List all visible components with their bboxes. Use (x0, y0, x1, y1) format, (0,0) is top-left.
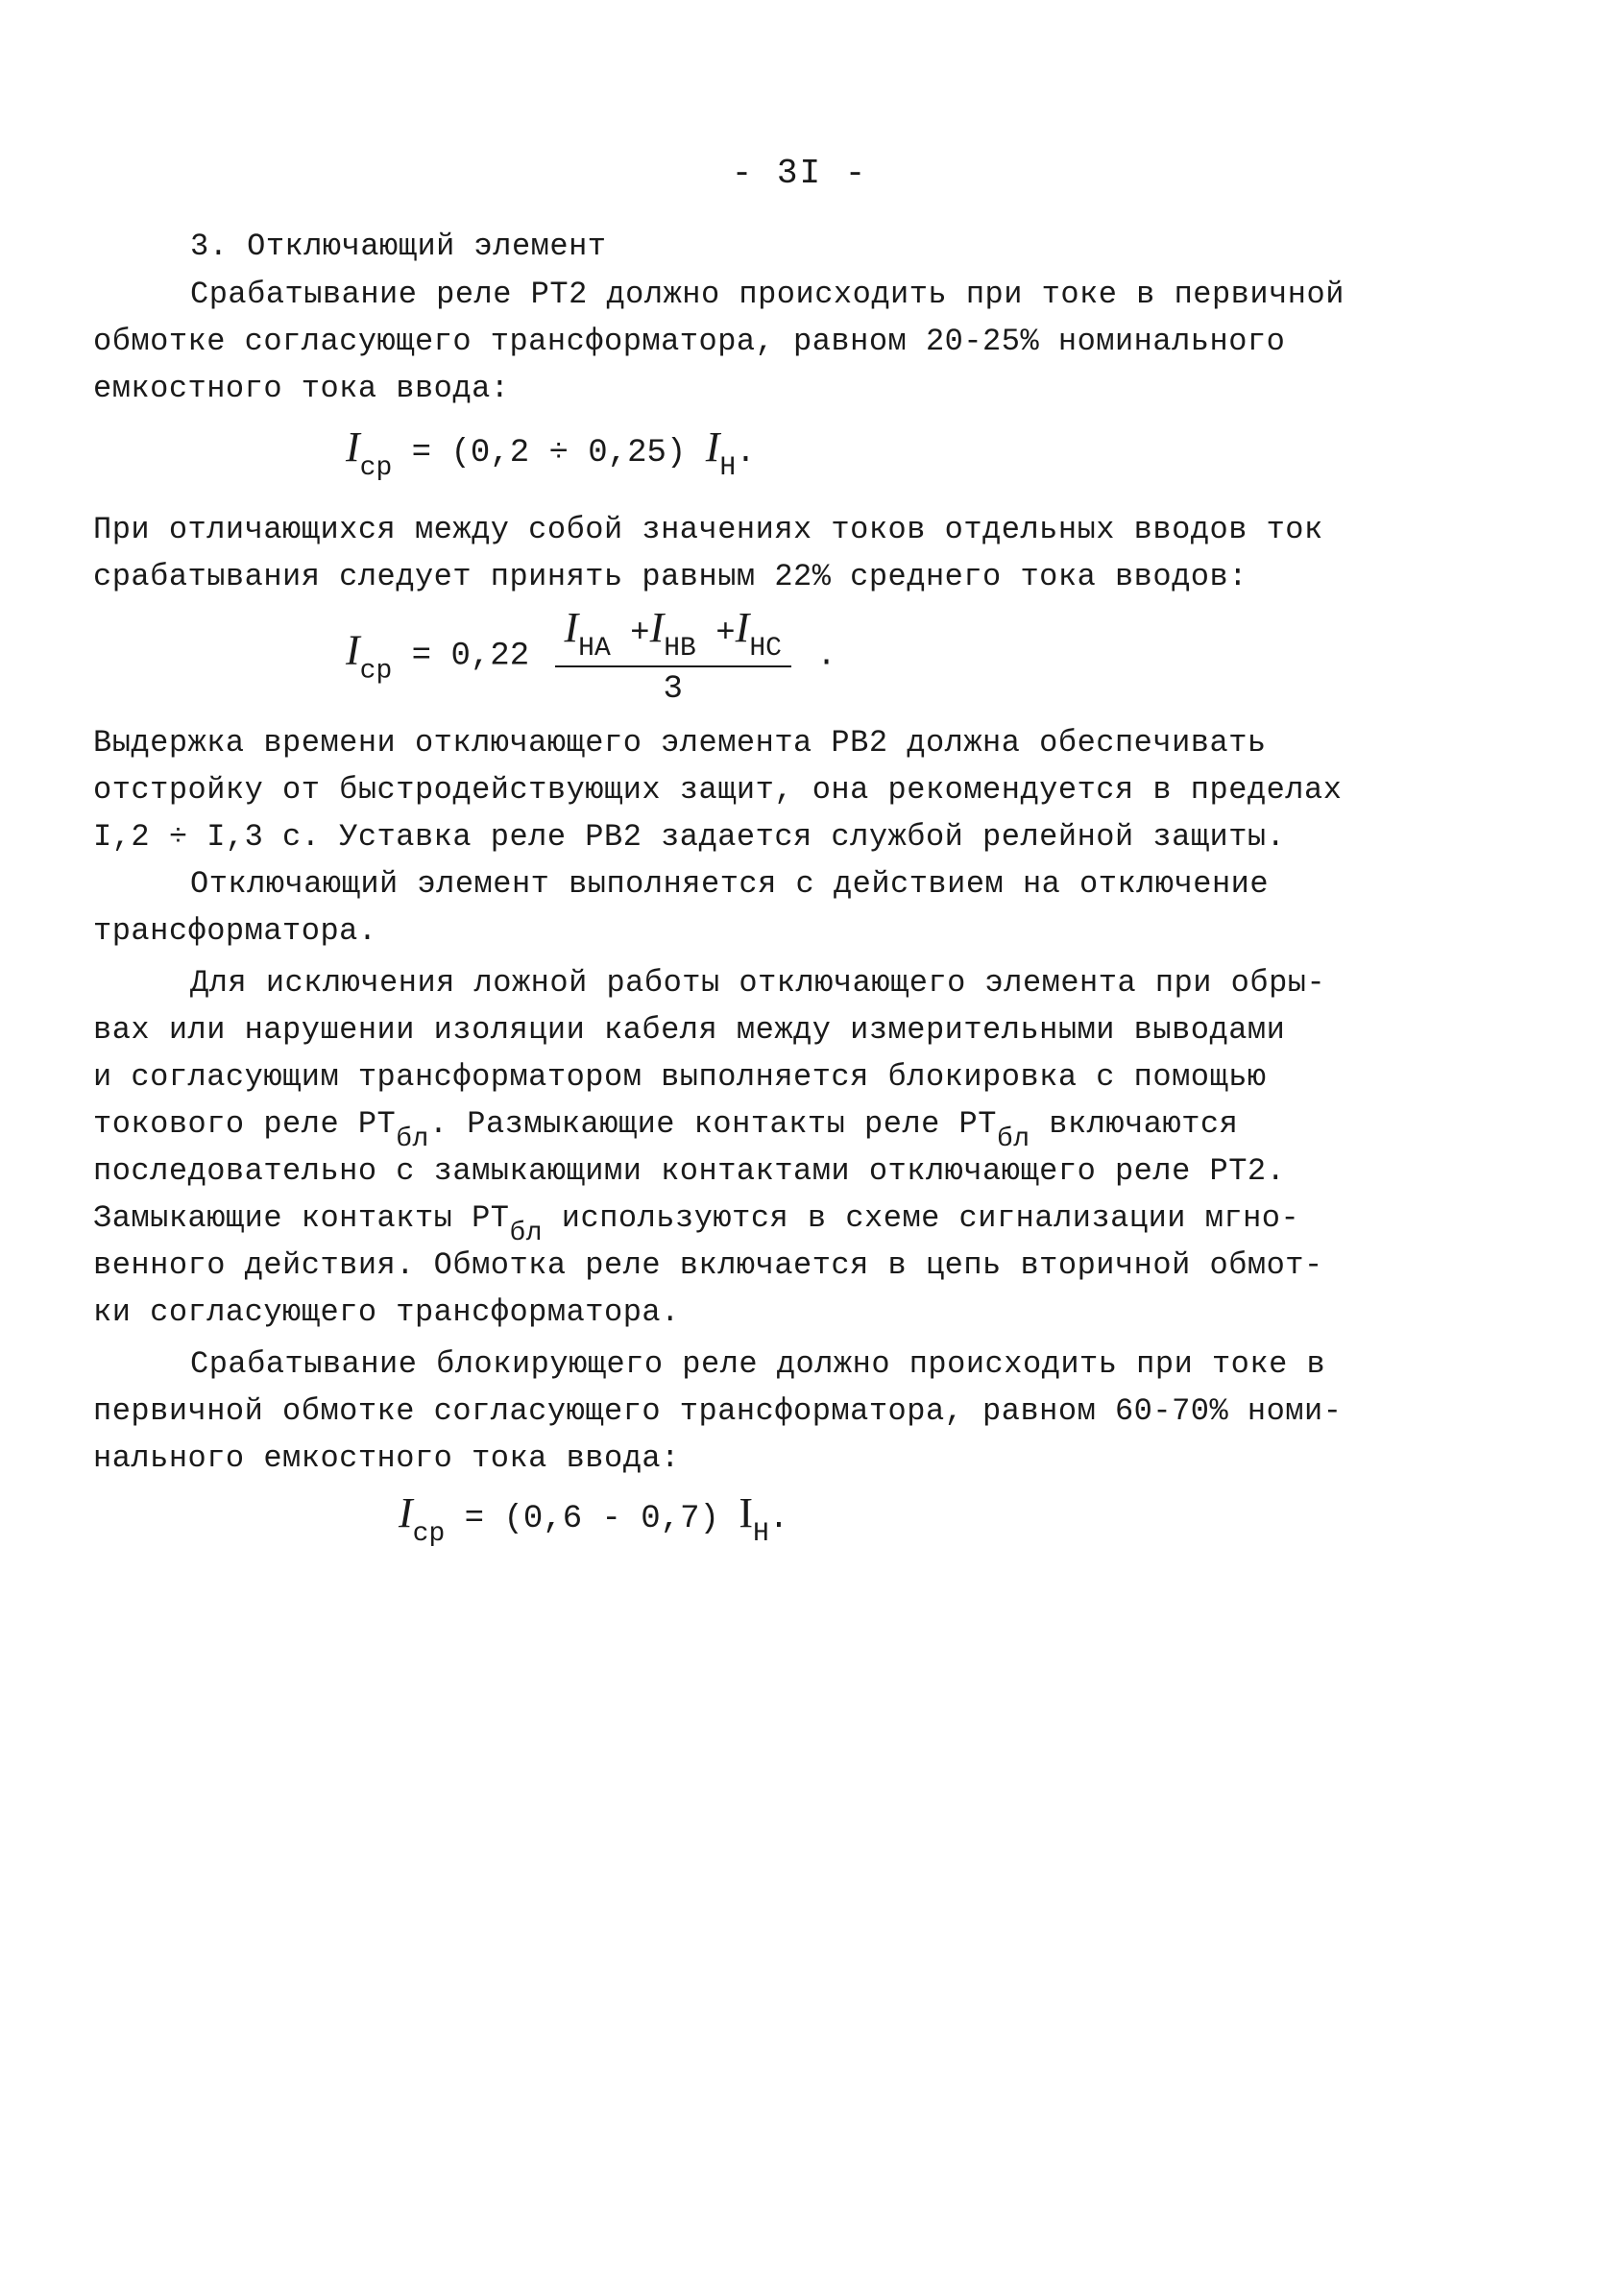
paragraph-line: Срабатывание реле РТ2 должно происходить при токе в первичной (190, 277, 1345, 312)
paragraph-line: I,2 ÷ I,3 с. Уставка реле РВ2 задается службой релейной защиты. (93, 819, 1286, 855)
paragraph-line: обмотке согласующего трансформатора, равном 20-25% номинального (93, 324, 1286, 359)
paragraph-line: срабатывания следует принять равным 22% среднего тока вводов: (93, 559, 1248, 594)
paragraph-line: Выдержка времени отключающего элемента РВ2 должна обеспечивать (93, 725, 1267, 761)
paragraph-line: нального емкостного тока ввода: (93, 1440, 680, 1476)
formula-current-setting: $I_{ср} = (0,2 \div 0,25)$ $I_Н$. (346, 423, 756, 483)
page-number: - 3I - (731, 154, 868, 193)
paragraph-line: первичной обмотке согласующего трансформатора, равном 60-70% номи- (93, 1393, 1343, 1429)
paragraph-line: и согласующим трансформатором выполняется блокировка с помощью (93, 1059, 1267, 1095)
paragraph-line: вах или нарушении изоляции кабеля между измерительными выводами (93, 1012, 1286, 1048)
paragraph-line: Замыкающие контакты $РТ_{бл}$ используются в схеме сигнализации мгно- (93, 1200, 1300, 1248)
paragraph-line: токового реле $РТ_{бл}$. Размыкающие контакты реле $РТ_{бл}$ включаются (93, 1106, 1239, 1154)
paragraph-line: При отличающихся между собой значениях токов отдельных вводов ток (93, 512, 1323, 547)
paragraph-line: отстройку от быстродействующих защит, она рекомендуется в пределах (93, 772, 1343, 808)
formula-average-current: $I_{ср} = 0,22$ $\frac{I_{НА} +I_{НВ} +I_{НС}}{3}$ . (346, 604, 836, 708)
formula-blocking-setting: $I_{ср} = (0,6 - 0,7)$ $I_Н$. (399, 1489, 789, 1549)
paragraph-line: Отключающий элемент выполняется с действием на отключение (190, 866, 1270, 902)
paragraph-line: венного действия. Обмотка реле включается в цепь вторичной обмот- (93, 1247, 1323, 1283)
paragraph-line: трансформатора. (93, 913, 377, 949)
section-heading: 3. Отключающий элемент (190, 229, 607, 264)
paragraph-line: Срабатывание блокирующего реле должно происходить при токе в (190, 1346, 1326, 1382)
paragraph-line: Для исключения ложной работы отключающего элемента при обры- (190, 965, 1326, 1001)
paragraph-line: последовательно с замыкающими контактами отключающего реле РТ2. (93, 1153, 1286, 1189)
paragraph-line: ки согласующего трансформатора. (93, 1294, 680, 1330)
paragraph-line: емкостного тока ввода: (93, 371, 510, 406)
fraction: $\frac{I_{НА} +I_{НВ} +I_{НС}}{3}$ (555, 603, 791, 708)
